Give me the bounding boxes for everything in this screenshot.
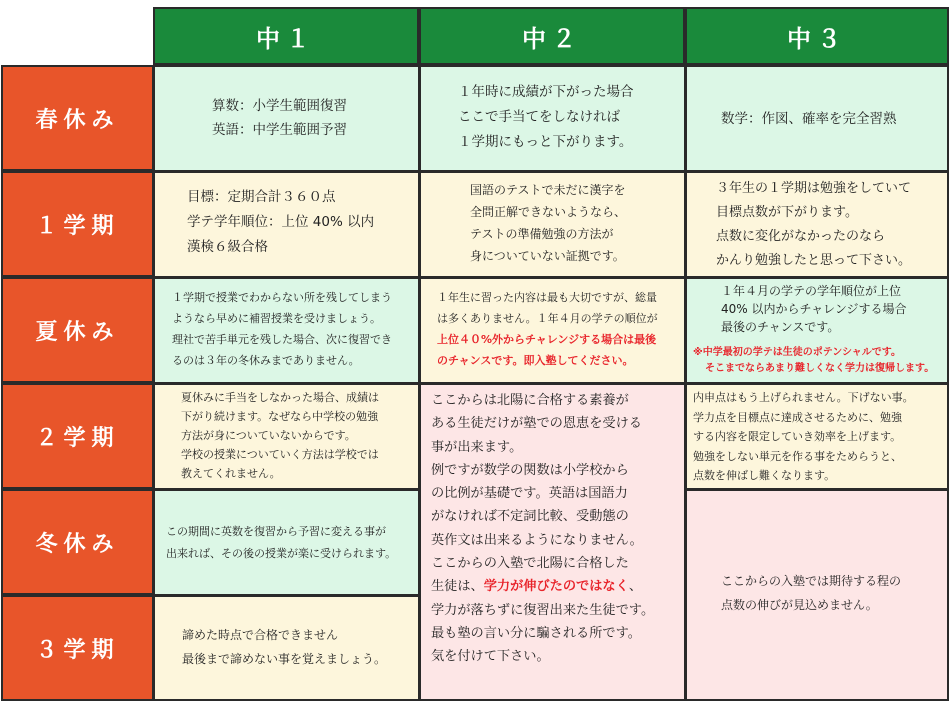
text-line: ここからは北陽に合格する素養が xyxy=(431,393,629,408)
text-line: 英語：中学生範囲予習 xyxy=(212,122,347,138)
note-potential xyxy=(693,345,934,377)
text-line: ようなら早めに補習授業を受けましょう。 xyxy=(172,312,381,325)
text-line: 英作文は出来るようになりません。 xyxy=(431,532,643,548)
emphasis-line: 上位４０%外からチャレンジする場合は最後 xyxy=(437,333,657,346)
text-line: 算数：小学生範囲復習 xyxy=(212,98,347,114)
text-line: ある生徒だけが塾での恩恵を受ける xyxy=(431,416,642,432)
text-line: 出来れば、その後の授業が楽に受けられます。 xyxy=(166,547,397,560)
text-line: 下がり続けます。なぜなら中学校の勉強 xyxy=(181,410,379,423)
text-line: ここで手当てをしなければ xyxy=(458,109,620,125)
cell-term1-grade3 xyxy=(685,171,949,278)
cell-term1-grade1 xyxy=(153,171,420,278)
cell-term2-grade1 xyxy=(153,383,420,490)
row-header-term1: １学期 xyxy=(1,171,154,277)
column-header-grade1: 中１ xyxy=(153,7,419,65)
text-line: 身についていない証拠です。 xyxy=(470,249,625,263)
text-line: ３年生の１学期は勉強をしていて xyxy=(716,181,912,196)
text-line: 内申点はもう上げられません。下げない事。 xyxy=(693,391,914,404)
cell-term1-grade2 xyxy=(419,171,686,278)
text-line: 目標：定期合計３６０点 xyxy=(187,189,336,205)
text-line: 漢検６級合格 xyxy=(187,239,268,255)
text-line: 方法が身についていないからです。 xyxy=(181,429,356,442)
text-line: １年４月の学テの学年順位が上位 xyxy=(721,284,902,298)
text-line: する内容を限定していき効率を上げます。 xyxy=(693,430,902,443)
text-line: は多くありません。１年４月の学テの順位が xyxy=(437,312,658,325)
text-line: 数学：作図、確率を完全習熟 xyxy=(721,111,897,127)
text-line: 学力点を目標点に達成させるために、勉強 xyxy=(693,410,902,424)
text-line: 点数を伸ばし難くなります。 xyxy=(693,469,836,482)
row-header-spring: 春休み xyxy=(1,65,154,171)
row-header-winter: 冬休み xyxy=(1,489,154,595)
note-line: そこまでならあまり難しくなく学力は復帰します。 xyxy=(705,363,935,374)
cell-spring-grade3 xyxy=(685,65,949,172)
text-line: 教えてくれません。 xyxy=(181,467,281,480)
text-line: 勉強をしない単元を作る事をためらうと、 xyxy=(693,449,902,463)
text-line: るのは３年の冬休みまでありません。 xyxy=(172,354,360,367)
text-line: 最も塾の言い分に騙される所です。 xyxy=(431,625,641,641)
row-header-term3: ３学期 xyxy=(1,595,154,701)
text-line: １学期にもっと下がります。 xyxy=(458,134,633,150)
row-header-summer: 夏休み xyxy=(1,277,154,383)
text-line-mixed xyxy=(431,575,654,598)
text-line: 例ですが数学の関数は小学校から xyxy=(431,462,629,478)
text-line: ここからの入塾では期待する程の xyxy=(721,574,902,588)
text-line: 最後まで諦めない事を覚えましょう。 xyxy=(182,652,387,666)
text-line: 事が出来ます。 xyxy=(431,439,523,455)
text-line: 目標点数が下がります。 xyxy=(716,205,858,220)
column-header-grade2: 中２ xyxy=(419,7,685,65)
text-line: 学テ学年順位：上位 40% 以内 xyxy=(187,214,375,230)
text-line: 学校の授業についていく方法は学校では xyxy=(181,448,379,461)
cell-summer-grade3 xyxy=(685,277,949,384)
cell-term2-to-term3-grade2 xyxy=(419,383,686,701)
text-line: 諦めた時点で合格できません xyxy=(182,628,339,642)
text-line: 40% 以内からチャレンジする場合 xyxy=(721,302,907,316)
text-line: １学期で授業でわからない所を残してしまう xyxy=(172,291,392,304)
text-line: がなければ不定詞比較、受動態の xyxy=(431,509,629,525)
text-line: 点数に変化がなかったのなら xyxy=(716,229,886,244)
text-line: 点数の伸びが見込めません。 xyxy=(721,598,878,612)
text-line: 理社で苦手単元を残した場合、次に復習でき xyxy=(172,333,392,346)
text-line: １年時に成績が下がった場合 xyxy=(458,84,634,100)
column-header-grade3: 中３ xyxy=(685,7,949,65)
note-line: ※中学最初の学テは生徒のポテンシャルです。 xyxy=(693,347,901,358)
emphasis-line: のチャンスです。即入塾してください。 xyxy=(437,354,634,367)
text-line: テストの準備勉強の方法が xyxy=(470,227,614,241)
cell-summer-grade2 xyxy=(419,277,686,384)
text-line: 気を付けて下さい。 xyxy=(431,649,550,665)
cell-winter-to-term3-grade3 xyxy=(685,489,949,701)
text-line: 国語のテストで未だに漢字を xyxy=(470,183,626,197)
text-line: 全問正解できないようなら、 xyxy=(470,205,627,219)
text-line: この期間に英数を復習から予習に変える事が xyxy=(166,525,386,538)
row-header-term2: ２学期 xyxy=(1,383,154,489)
cell-spring-grade1 xyxy=(153,65,420,172)
text-line: 夏休みに手当をしなかった場合、成績は xyxy=(181,391,379,404)
text-line: ここからの入塾で北陽に合格した xyxy=(431,556,629,572)
text-span: 、 xyxy=(628,579,642,595)
text-line: 最後のチャンスです。 xyxy=(721,320,840,334)
text-line: かんり勉強したと思って下さい。 xyxy=(716,253,912,268)
text-span: 生徒は、 xyxy=(431,579,484,595)
cell-term2-grade3 xyxy=(685,383,949,490)
emphasis-span: 学力が伸びたのではなく xyxy=(483,579,629,595)
text-line: の比例が基礎です。英語は国語力 xyxy=(431,486,628,502)
text-line: 学力が落ちずに復習出来た生徒です。 xyxy=(431,602,655,618)
text-line: １年生に習った内容は最も大切ですが、総量 xyxy=(437,291,657,304)
cell-winter-grade1 xyxy=(153,489,420,596)
cell-summer-grade1 xyxy=(153,277,420,384)
cell-term3-grade1 xyxy=(153,595,420,701)
cell-spring-grade2 xyxy=(419,65,686,172)
